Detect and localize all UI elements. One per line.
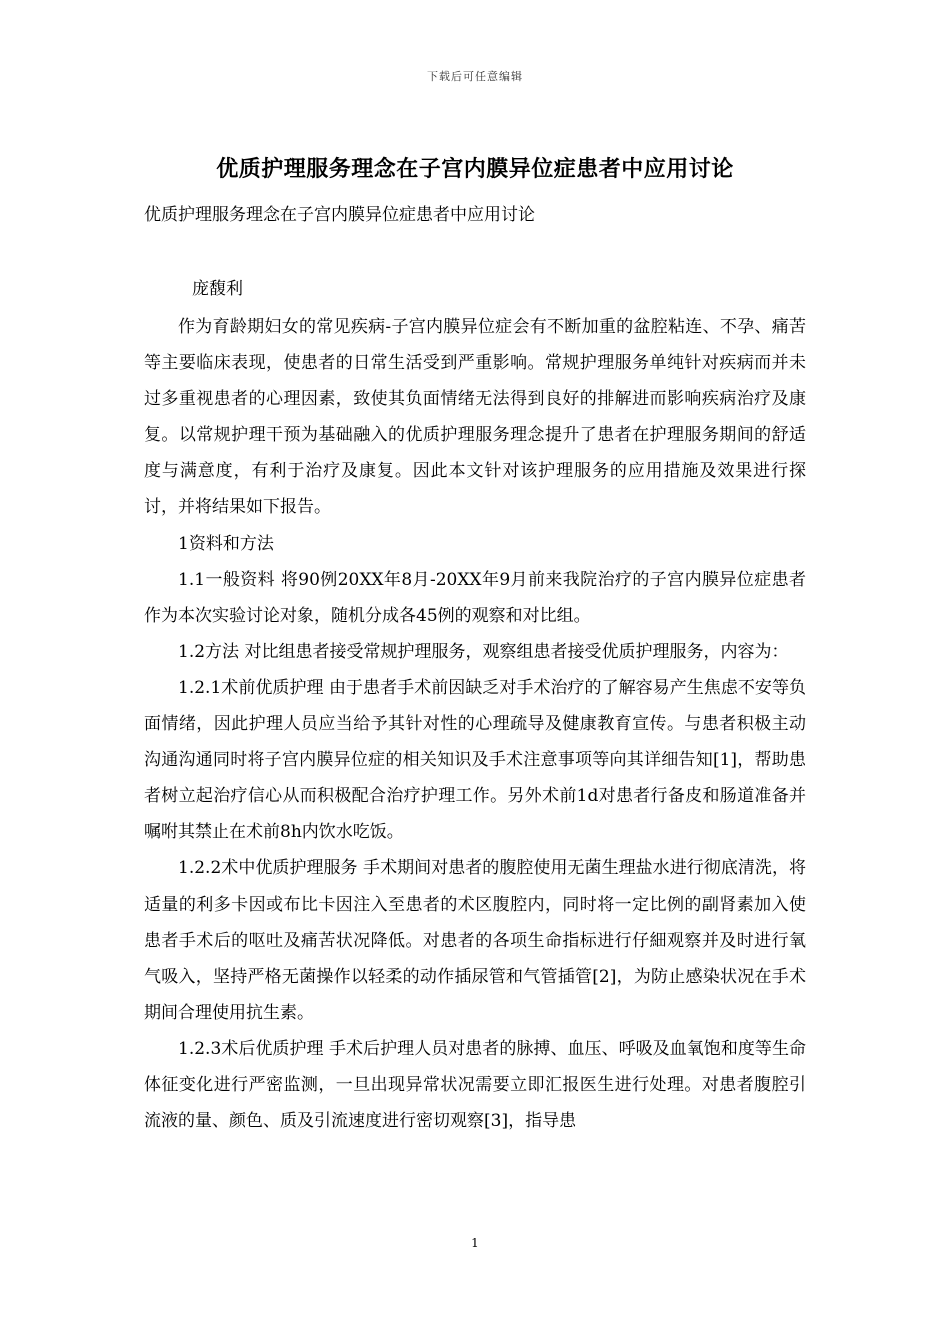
document-subtitle: 优质护理服务理念在子宫内膜异位症患者中应用讨论 [144, 205, 535, 225]
header-note: 下载后可任意编辑 [427, 70, 523, 83]
intro-paragraph: 作为育龄期妇女的常见疾病-子宫内膜异位症会有不断加重的盆腔粘连、不孕、痛苦等主要临床表现，使患者的日常生活受到严重影响。常规护理服务单纯针对疾病而并未过多重视患者的心理因素，致使其负面情绪无法得到良好的排解进而影响疾病治疗及康复。以常规护理干预为基础融入的优质护理服务理念提升了患者在护理服务期间的舒适度与满意度，有利于治疗及康复。因此本文针对该护理服务的应用措施及效果进行探讨，并将结果如下报告。 [144, 317, 806, 518]
paragraph-general-data: 1.1一般资料 将90例20XX年8月-20XX年9月前来我院治疗的子宫内膜异位症患者作为本次实验讨论对象，随机分成各45例的观察和对比组。 [144, 569, 806, 626]
paragraph-methods: 1.2方法 对比组患者接受常规护理服务，观察组患者接受优质护理服务，内容为： [178, 641, 789, 662]
paragraph-intraoperative-care: 1.2.2术中优质护理服务 手术期间对患者的腹腔使用无菌生理盐水进行彻底清洗，将适量的利多卡因或布比卡因注入至患者的术区腹腔内，同时将一定比例的副肾素加入使患者手术后的呕吐及痛苦状况降低。对患者的各项生命指标进行仔細观察并及时进行氧气吸入，坚持严格无菌操作以轻柔的动作插尿管和气管插管[2]，为防止感染状况在手术期间合理使用抗生素。 [144, 858, 806, 1023]
paragraph-preoperative-care: 1.2.1术前优质护理 由于患者手术前因缺乏对手术治疗的了解容易产生焦虑不安等负面情绪，因此护理人员应当给予其针对性的心理疏导及健康教育宣传。与患者积极主动沟通沟通同时将子宫内膜异位症的相关知识及手术注意事项等向其详细告知[1]，帮助患者树立起治疗信心从而积极配合治疗护理工作。另外术前1d对患者行备皮和肠道准备并嘱咐其禁止在术前8h内饮水吃饭。 [144, 677, 806, 843]
page-number: 1 [471, 1236, 479, 1250]
document-title: 优质护理服务理念在子宫内膜异位症患者中应用讨论 [216, 156, 734, 182]
section-heading-materials-methods: 1资料和方法 [178, 533, 274, 554]
body-text [144, 309, 806, 1139]
author-name: 庞馥利 [192, 279, 243, 299]
paragraph-postoperative-care: 1.2.3术后优质护理 手术后护理人员对患者的脉搏、血压、呼吸及血氧饱和度等生命体征变化进行严密监测，一旦出现异常状况需要立即汇报医生进行处理。对患者腹腔引流液的量、颜色、质及引流速度进行密切观察[3]，指导患 [144, 1038, 806, 1132]
